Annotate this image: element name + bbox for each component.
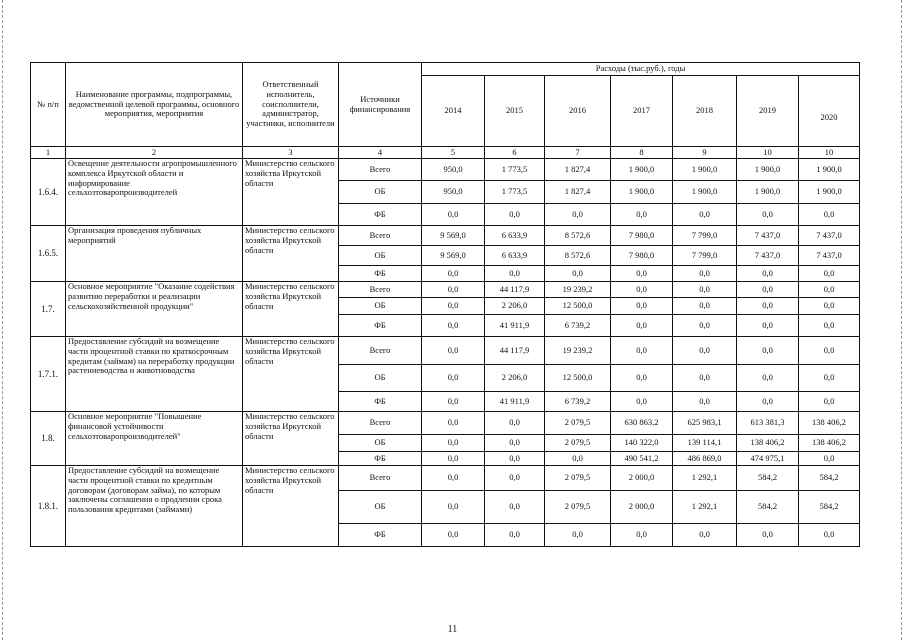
- table-row: [31, 159, 860, 181]
- amount-cell: 0,0: [611, 365, 673, 392]
- amount-cell: 1 900,0: [673, 181, 737, 204]
- funding-source: ФБ: [339, 315, 422, 337]
- amount-cell: 0,0: [422, 282, 485, 298]
- program-name: Основное мероприятие "Оказание содействия развитию переработки и реализации сельскохозяйственной продукции": [66, 282, 243, 337]
- col-resp-header: Ответственный исполнитель, соисполнители, администратор, участники, исполнители: [243, 63, 339, 147]
- year-header: 2019: [737, 76, 799, 147]
- budget-table: [30, 62, 860, 547]
- amount-cell: 0,0: [422, 435, 485, 452]
- funding-source: ФБ: [339, 204, 422, 226]
- amount-cell: 0,0: [485, 524, 545, 547]
- amount-cell: 6 633,9: [485, 246, 545, 266]
- amount-cell: 1 900,0: [673, 159, 737, 181]
- funding-source: ОБ: [339, 298, 422, 315]
- amount-cell: 0,0: [737, 524, 799, 547]
- amount-cell: 474 975,1: [737, 452, 799, 466]
- amount-cell: 0,0: [611, 392, 673, 412]
- amount-cell: 2 206,0: [485, 298, 545, 315]
- amount-cell: 1 827,4: [545, 181, 611, 204]
- column-number: 9: [673, 147, 737, 159]
- amount-cell: 950,0: [422, 159, 485, 181]
- amount-cell: 0,0: [422, 266, 485, 282]
- amount-cell: 584,2: [737, 466, 799, 491]
- amount-cell: 0,0: [673, 337, 737, 365]
- funding-source: ФБ: [339, 524, 422, 547]
- amount-cell: 1 900,0: [737, 181, 799, 204]
- amount-cell: 1 773,5: [485, 181, 545, 204]
- year-header: 2014: [422, 76, 485, 147]
- amount-cell: 0,0: [545, 452, 611, 466]
- amount-cell: 1 900,0: [611, 181, 673, 204]
- column-number: 5: [422, 147, 485, 159]
- numbering-row: [31, 147, 860, 159]
- col-num-header: № п/п: [31, 63, 66, 147]
- amount-cell: 0,0: [799, 282, 860, 298]
- amount-cell: 41 911,9: [485, 392, 545, 412]
- amount-cell: 138 406,2: [799, 435, 860, 452]
- table-row: [31, 226, 860, 246]
- amount-cell: 0,0: [799, 365, 860, 392]
- amount-cell: 1 900,0: [737, 159, 799, 181]
- row-number: 1.8.1.: [31, 466, 66, 547]
- row-number: 1.6.5.: [31, 226, 66, 282]
- row-number: 1.7.: [31, 282, 66, 337]
- amount-cell: 7 980,0: [611, 226, 673, 246]
- amount-cell: 41 911,9: [485, 315, 545, 337]
- responsible: Министерство сельского хозяйства Иркутской области: [243, 337, 339, 412]
- funding-source: ОБ: [339, 246, 422, 266]
- amount-cell: 0,0: [611, 266, 673, 282]
- amount-cell: 584,2: [799, 466, 860, 491]
- funding-source: Всего: [339, 159, 422, 181]
- amount-cell: 625 983,1: [673, 412, 737, 435]
- amount-cell: 0,0: [422, 392, 485, 412]
- amount-cell: 138 406,2: [799, 412, 860, 435]
- table-row: [31, 282, 860, 298]
- amount-cell: 12 500,0: [545, 365, 611, 392]
- amount-cell: 0,0: [799, 452, 860, 466]
- amount-cell: 7 437,0: [799, 246, 860, 266]
- amount-cell: 139 114,1: [673, 435, 737, 452]
- amount-cell: 138 406,2: [737, 435, 799, 452]
- column-number: 10: [737, 147, 799, 159]
- amount-cell: 0,0: [611, 282, 673, 298]
- responsible: Министерство сельского хозяйства Иркутской области: [243, 226, 339, 282]
- funding-source: Всего: [339, 282, 422, 298]
- column-number: 6: [485, 147, 545, 159]
- amount-cell: 19 239,2: [545, 337, 611, 365]
- funding-source: ОБ: [339, 435, 422, 452]
- amount-cell: 2 000,0: [611, 466, 673, 491]
- amount-cell: 1 773,5: [485, 159, 545, 181]
- table-body: [31, 63, 860, 547]
- funding-source: ОБ: [339, 365, 422, 392]
- amount-cell: 8 572,6: [545, 246, 611, 266]
- amount-cell: 9 569,0: [422, 246, 485, 266]
- amount-cell: 1 900,0: [799, 181, 860, 204]
- amount-cell: 7 799,0: [673, 246, 737, 266]
- amount-cell: 0,0: [422, 204, 485, 226]
- amount-cell: 0,0: [737, 282, 799, 298]
- amount-cell: 0,0: [799, 392, 860, 412]
- amount-cell: 1 292,1: [673, 466, 737, 491]
- column-number: 3: [243, 147, 339, 159]
- amount-cell: 0,0: [545, 204, 611, 226]
- amount-cell: 2 000,0: [611, 491, 673, 524]
- responsible: Министерство сельского хозяйства Иркутской области: [243, 466, 339, 547]
- right-margin-line: [901, 0, 902, 640]
- amount-cell: 0,0: [673, 365, 737, 392]
- amount-cell: 0,0: [673, 315, 737, 337]
- amount-cell: 2 079,5: [545, 491, 611, 524]
- responsible: Министерство сельского хозяйства Иркутской области: [243, 282, 339, 337]
- amount-cell: 0,0: [485, 452, 545, 466]
- amount-cell: 0,0: [799, 204, 860, 226]
- funding-source: Всего: [339, 466, 422, 491]
- column-number: 7: [545, 147, 611, 159]
- column-number: 10: [799, 147, 860, 159]
- amount-cell: 950,0: [422, 181, 485, 204]
- amount-cell: 0,0: [485, 466, 545, 491]
- amount-cell: 1 292,1: [673, 491, 737, 524]
- amount-cell: 0,0: [737, 204, 799, 226]
- amount-cell: 0,0: [737, 266, 799, 282]
- table-row: [31, 412, 860, 435]
- amount-cell: 2 079,5: [545, 412, 611, 435]
- col-name-header: Наименование программы, подпрограммы, ведомственной целевой программы, основного мероприятия, мероприятия: [66, 63, 243, 147]
- year-header: 2020: [799, 76, 860, 147]
- column-number: 8: [611, 147, 673, 159]
- amount-cell: 1 900,0: [799, 159, 860, 181]
- amount-cell: 6 633,9: [485, 226, 545, 246]
- amount-cell: 7 437,0: [799, 226, 860, 246]
- amount-cell: 140 322,0: [611, 435, 673, 452]
- amount-cell: 19 239,2: [545, 282, 611, 298]
- amount-cell: 0,0: [673, 298, 737, 315]
- year-header: 2018: [673, 76, 737, 147]
- amount-cell: 7 799,0: [673, 226, 737, 246]
- funding-source: Всего: [339, 412, 422, 435]
- header-row-1: [31, 63, 860, 76]
- amount-cell: 2 079,5: [545, 435, 611, 452]
- amount-cell: 0,0: [485, 412, 545, 435]
- expenses-header: Расходы (тыс.руб.), годы: [422, 63, 860, 76]
- amount-cell: 0,0: [799, 315, 860, 337]
- amount-cell: 12 500,0: [545, 298, 611, 315]
- program-name: Организация проведения публичных мероприятий: [66, 226, 243, 282]
- row-number: 1.6.4.: [31, 159, 66, 226]
- year-header: 2015: [485, 76, 545, 147]
- table-row: [31, 466, 860, 491]
- amount-cell: 0,0: [737, 315, 799, 337]
- amount-cell: 0,0: [611, 315, 673, 337]
- amount-cell: 0,0: [545, 266, 611, 282]
- amount-cell: 0,0: [422, 466, 485, 491]
- amount-cell: 0,0: [611, 524, 673, 547]
- amount-cell: 0,0: [422, 315, 485, 337]
- amount-cell: 0,0: [422, 491, 485, 524]
- funding-source: ОБ: [339, 491, 422, 524]
- amount-cell: 0,0: [799, 337, 860, 365]
- amount-cell: 44 117,9: [485, 337, 545, 365]
- amount-cell: 0,0: [422, 337, 485, 365]
- year-header: 2016: [545, 76, 611, 147]
- amount-cell: 2 206,0: [485, 365, 545, 392]
- amount-cell: 613 381,3: [737, 412, 799, 435]
- amount-cell: 0,0: [737, 365, 799, 392]
- program-name: Освещение деятельности агропромышленного комплекса Иркутской области и информирование сельхозтоваропроизводителей: [66, 159, 243, 226]
- amount-cell: 0,0: [485, 435, 545, 452]
- row-number: 1.8.: [31, 412, 66, 466]
- amount-cell: 0,0: [422, 365, 485, 392]
- program-name: Предоставление субсидий на возмещение части процентной ставки по краткосрочным кредитам (займам) на переработку продукции растениеводства и животноводства: [66, 337, 243, 412]
- column-number: 1: [31, 147, 66, 159]
- col-source-header: Источники финансирования: [339, 63, 422, 147]
- page-number: 11: [447, 624, 458, 635]
- amount-cell: 7 980,0: [611, 246, 673, 266]
- amount-cell: 1 827,4: [545, 159, 611, 181]
- funding-source: ФБ: [339, 266, 422, 282]
- funding-source: Всего: [339, 337, 422, 365]
- amount-cell: 0,0: [799, 524, 860, 547]
- table-row: [31, 337, 860, 365]
- column-number: 2: [66, 147, 243, 159]
- amount-cell: 0,0: [673, 392, 737, 412]
- amount-cell: 2 079,5: [545, 466, 611, 491]
- amount-cell: 0,0: [673, 282, 737, 298]
- amount-cell: 490 541,2: [611, 452, 673, 466]
- program-name: Предоставление субсидий на возмещение части процентной ставки по кредитным договорам (договорам займа), по которым заключены соглашения о продлении срока пользования кредитами (займами): [66, 466, 243, 547]
- amount-cell: 0,0: [611, 204, 673, 226]
- amount-cell: 0,0: [673, 266, 737, 282]
- amount-cell: 0,0: [485, 266, 545, 282]
- amount-cell: 0,0: [737, 337, 799, 365]
- amount-cell: 0,0: [422, 298, 485, 315]
- amount-cell: 0,0: [799, 266, 860, 282]
- responsible: Министерство сельского хозяйства Иркутской области: [243, 159, 339, 226]
- amount-cell: 0,0: [673, 204, 737, 226]
- amount-cell: 0,0: [799, 298, 860, 315]
- amount-cell: 7 437,0: [737, 246, 799, 266]
- amount-cell: 584,2: [737, 491, 799, 524]
- row-number: 1.7.1.: [31, 337, 66, 412]
- amount-cell: 6 739,2: [545, 315, 611, 337]
- amount-cell: 9 569,0: [422, 226, 485, 246]
- amount-cell: 0,0: [611, 298, 673, 315]
- amount-cell: 44 117,9: [485, 282, 545, 298]
- funding-source: ФБ: [339, 452, 422, 466]
- amount-cell: 584,2: [799, 491, 860, 524]
- amount-cell: 0,0: [737, 298, 799, 315]
- amount-cell: 0,0: [485, 204, 545, 226]
- amount-cell: 7 437,0: [737, 226, 799, 246]
- left-margin-line: [2, 0, 3, 640]
- responsible: Министерство сельского хозяйства Иркутской области: [243, 412, 339, 466]
- amount-cell: 8 572,6: [545, 226, 611, 246]
- amount-cell: 0,0: [545, 524, 611, 547]
- column-number: 4: [339, 147, 422, 159]
- amount-cell: 0,0: [422, 412, 485, 435]
- amount-cell: 486 869,0: [673, 452, 737, 466]
- funding-source: Всего: [339, 226, 422, 246]
- amount-cell: 6 739,2: [545, 392, 611, 412]
- amount-cell: 0,0: [611, 337, 673, 365]
- amount-cell: 630 863,2: [611, 412, 673, 435]
- amount-cell: 0,0: [422, 524, 485, 547]
- amount-cell: 0,0: [737, 392, 799, 412]
- year-header: 2017: [611, 76, 673, 147]
- amount-cell: 0,0: [422, 452, 485, 466]
- funding-source: ОБ: [339, 181, 422, 204]
- funding-source: ФБ: [339, 392, 422, 412]
- amount-cell: 1 900,0: [611, 159, 673, 181]
- program-name: Основное мероприятие "Повышение финансовой устойчивости сельхозтоваропроизводителей": [66, 412, 243, 466]
- amount-cell: 0,0: [673, 524, 737, 547]
- amount-cell: 0,0: [485, 491, 545, 524]
